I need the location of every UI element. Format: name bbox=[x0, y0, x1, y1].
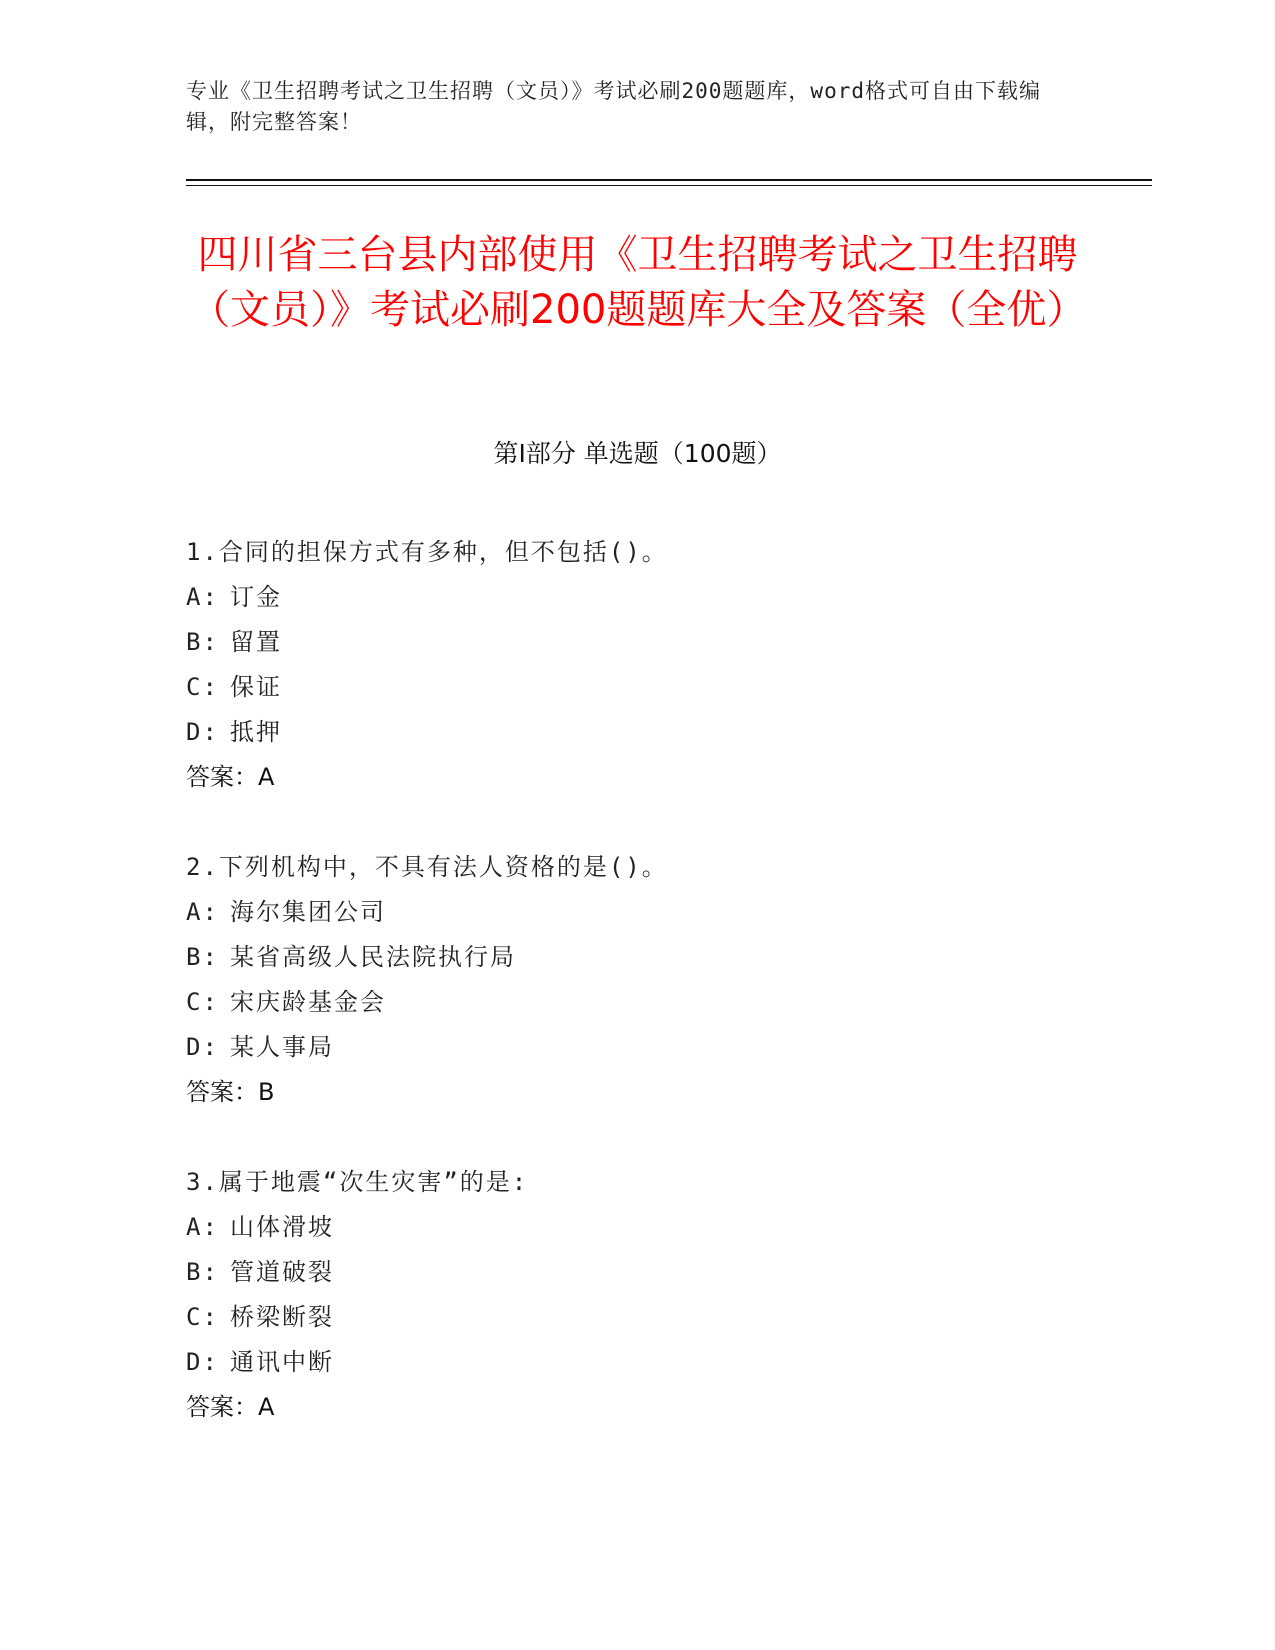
question-3 bbox=[186, 1160, 1136, 1430]
option-d bbox=[186, 1025, 1136, 1070]
option-b bbox=[186, 1250, 1136, 1295]
question-list bbox=[186, 530, 1136, 1475]
section-title: 第I部分 单选题（100题） bbox=[493, 439, 782, 468]
option-key: B: bbox=[186, 1258, 219, 1286]
question-stem: 3.属于地震“次生灾害”的是: bbox=[186, 1168, 529, 1196]
question-2 bbox=[186, 845, 1136, 1115]
option-text: 海尔集团公司 bbox=[230, 898, 386, 926]
option-key: C: bbox=[186, 988, 219, 1016]
answer-line: 答案：A bbox=[186, 1393, 275, 1421]
option-key: B: bbox=[186, 943, 219, 971]
option-text: 山体滑坡 bbox=[230, 1213, 334, 1241]
question-1 bbox=[186, 530, 1136, 800]
option-text: 宋庆龄基金会 bbox=[230, 988, 386, 1016]
option-text: 订金 bbox=[230, 583, 282, 611]
option-text: 管道破裂 bbox=[230, 1258, 334, 1286]
option-text: 桥梁断裂 bbox=[230, 1303, 334, 1331]
option-text: 抵押 bbox=[230, 718, 282, 746]
option-key: D: bbox=[186, 1348, 219, 1376]
option-c bbox=[186, 665, 1136, 710]
option-key: A: bbox=[186, 898, 219, 926]
document-title: 四川省三台县内部使用《卫生招聘考试之卫生招聘（文员）》考试必刷200题题库大全及答案（全优） bbox=[190, 232, 1087, 333]
option-b bbox=[186, 935, 1136, 980]
option-key: C: bbox=[186, 1303, 219, 1331]
header-divider-thick bbox=[186, 179, 1152, 181]
option-b bbox=[186, 620, 1136, 665]
option-d bbox=[186, 1340, 1136, 1385]
header-divider-thin bbox=[186, 185, 1152, 186]
option-c bbox=[186, 1295, 1136, 1340]
option-a bbox=[186, 890, 1136, 935]
question-stem: 2.下列机构中，不具有法人资格的是()。 bbox=[186, 853, 668, 881]
option-a bbox=[186, 575, 1136, 620]
option-a bbox=[186, 1205, 1136, 1250]
option-text: 某省高级人民法院执行局 bbox=[230, 943, 516, 971]
option-text: 通讯中断 bbox=[230, 1348, 334, 1376]
option-d bbox=[186, 710, 1136, 755]
header-note: 专业《卫生招聘考试之卫生招聘（文员）》考试必刷200题题库，word格式可自由下载编辑，附完整答案！ bbox=[186, 79, 1041, 134]
option-key: A: bbox=[186, 1213, 219, 1241]
option-key: D: bbox=[186, 718, 219, 746]
option-key: C: bbox=[186, 673, 219, 701]
option-key: B: bbox=[186, 628, 219, 656]
option-text: 保证 bbox=[230, 673, 282, 701]
option-text: 某人事局 bbox=[230, 1033, 334, 1061]
option-text: 留置 bbox=[230, 628, 282, 656]
answer-line: 答案：A bbox=[186, 763, 275, 791]
option-key: A: bbox=[186, 583, 219, 611]
option-key: D: bbox=[186, 1033, 219, 1061]
question-stem: 1.合同的担保方式有多种，但不包括()。 bbox=[186, 538, 668, 566]
option-c bbox=[186, 980, 1136, 1025]
answer-line: 答案：B bbox=[186, 1078, 275, 1106]
